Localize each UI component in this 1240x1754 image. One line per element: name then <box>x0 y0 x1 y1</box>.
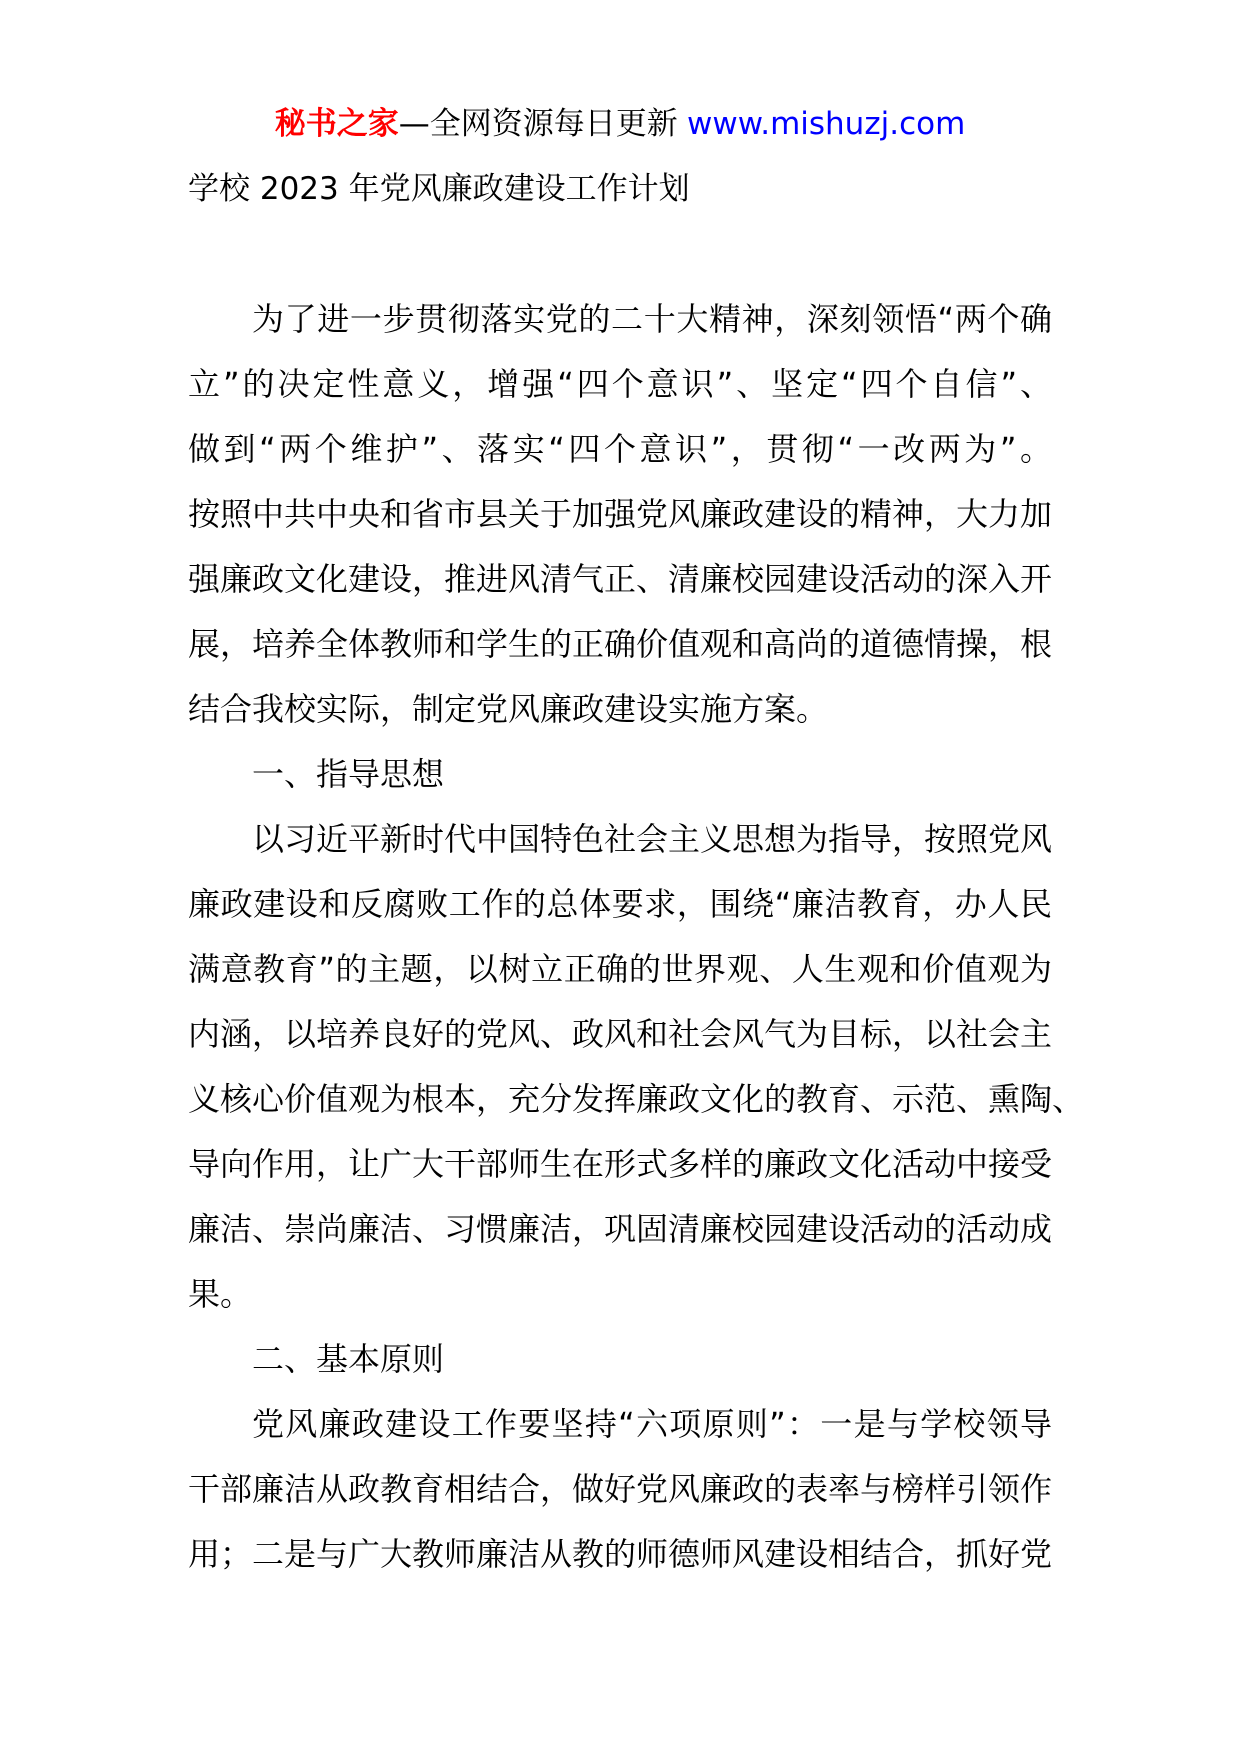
guiding-ideology-line: 内涵，以培养良好的党风、政风和社会风气为目标，以社会主 <box>188 1015 1053 1053</box>
site-url: www.mishuzj.com <box>687 106 966 142</box>
basic-principles-line: 党风廉政建设工作要坚持“六项原则”：一是与学校领导 <box>252 1405 1052 1443</box>
section-heading-guiding-ideology: 一、指导思想 <box>252 755 445 793</box>
section-basic-principles <box>188 1327 1052 1587</box>
guiding-ideology-line: 以习近平新时代中国特色社会主义思想为指导，按照党风 <box>252 820 1053 858</box>
intro-paragraph-line: 展，培养全体教师和学生的正确价值观和高尚的道德情操，根 <box>188 625 1053 663</box>
intro-paragraph-line: 立”的决定性意义，增强“四个意识”、坚定“四个自信”、 <box>188 365 1052 403</box>
intro-paragraph-line: 为了进一步贯彻落实党的二十大精神，深刻领悟“两个确 <box>252 300 1052 338</box>
guiding-ideology-line: 廉政建设和反腐败工作的总体要求，围绕“廉洁教育，办人民 <box>188 885 1052 923</box>
basic-principles-line: 干部廉洁从政教育相结合，做好党风廉政的表率与榜样引领作 <box>188 1470 1053 1508</box>
intro-paragraph-line: 做到“两个维护”、落实“四个意识”，贯彻“一改两为”。 <box>188 430 1052 468</box>
section-heading-basic-principles: 二、基本原则 <box>252 1340 445 1378</box>
document-title: 学校 2023 年党风廉政建设工作计划 <box>188 171 690 207</box>
guiding-ideology-line: 廉洁、崇尚廉洁、习惯廉洁，巩固清廉校园建设活动的活动成 <box>188 1210 1053 1248</box>
guiding-ideology-line: 满意教育”的主题，以树立正确的世界观、人生观和价值观为 <box>188 950 1052 988</box>
guiding-ideology-line: 导向作用，让广大干部师生在形式多样的廉政文化活动中接受 <box>188 1145 1053 1183</box>
site-tagline: —全网资源每日更新 <box>398 106 678 142</box>
intro-paragraph <box>188 287 1052 742</box>
section-guiding-ideology <box>188 742 1085 1327</box>
guiding-ideology-line: 义核心价值观为根本，充分发挥廉政文化的教育、示范、熏陶、 <box>188 1080 1085 1118</box>
intro-paragraph-line: 强廉政文化建设，推进风清气正、清廉校园建设活动的深入开 <box>188 560 1053 598</box>
site-brand: 秘书之家 <box>274 106 399 142</box>
guiding-ideology-line: 果。 <box>188 1275 253 1313</box>
intro-paragraph-line: 按照中共中央和省市县关于加强党风廉政建设的精神，大力加 <box>188 495 1053 533</box>
basic-principles-line: 用；二是与广大教师廉洁从教的师德师风建设相结合，抓好党 <box>188 1535 1053 1573</box>
intro-paragraph-line: 结合我校实际，制定党风廉政建设实施方案。 <box>188 690 829 728</box>
site-banner <box>188 92 1052 157</box>
